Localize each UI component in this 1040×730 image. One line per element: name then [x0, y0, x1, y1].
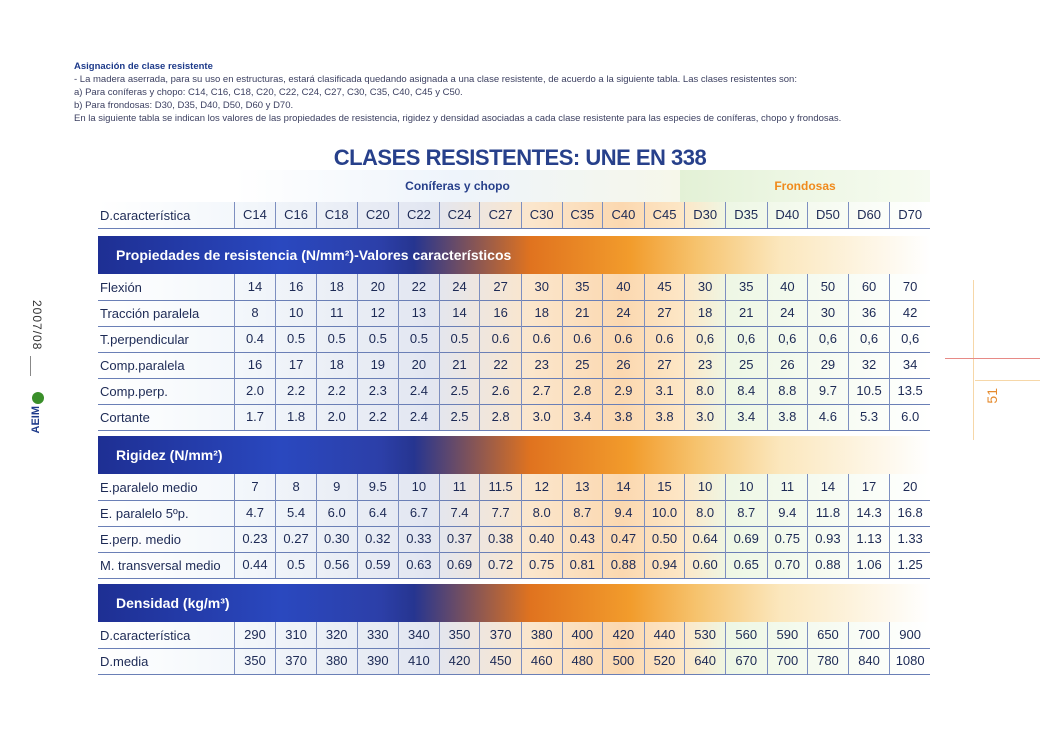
table-cell: 420	[439, 648, 480, 674]
table-cell: 10	[684, 474, 725, 500]
row-label: Flexión	[100, 279, 142, 295]
table-cell: 390	[357, 648, 399, 674]
table-cell: 40	[602, 274, 644, 300]
table-cell: 0.37	[439, 526, 480, 552]
table-cell: C35	[562, 202, 603, 228]
table-cell: 0.32	[357, 526, 399, 552]
table-cell: 21	[562, 300, 603, 326]
table-cell: 0,6	[889, 326, 930, 352]
table-cell: 0.63	[398, 552, 439, 578]
table-cell: 0.5	[316, 326, 357, 352]
table-cell: 16	[479, 300, 521, 326]
side-year: 2007/08	[30, 300, 44, 351]
table-row	[98, 526, 930, 553]
table-cell: 4.7	[234, 500, 276, 526]
table-cell: 0.5	[275, 552, 316, 578]
table-row	[98, 474, 930, 501]
table-cell: 2.2	[275, 378, 316, 404]
table-cell: 0.72	[479, 552, 521, 578]
table-cell: 520	[644, 648, 685, 674]
table-cell: 2.3	[357, 378, 399, 404]
table-cell: 0,6	[848, 326, 890, 352]
table-cell: C22	[398, 202, 439, 228]
table-cell: 9	[316, 474, 357, 500]
table-cell: 370	[479, 622, 521, 648]
table-cell: 18	[684, 300, 725, 326]
table-cell: 1.06	[848, 552, 890, 578]
row-label: Comp.paralela	[100, 357, 185, 373]
table-cell: 35	[562, 274, 603, 300]
table-cell: 36	[848, 300, 890, 326]
row-label: D.característica	[100, 627, 191, 643]
table-row	[98, 378, 930, 405]
table-cell: 21	[439, 352, 480, 378]
table-cell: 25	[725, 352, 767, 378]
table-cell: 700	[767, 648, 808, 674]
table-cell: 420	[602, 622, 644, 648]
table-cell: C45	[644, 202, 685, 228]
page-title: CLASES RESISTENTES: UNE EN 338	[333, 145, 707, 170]
table-row	[98, 326, 930, 353]
table-cell: 40	[767, 274, 808, 300]
table-cell: 2.6	[479, 378, 521, 404]
table-cell: 0.33	[398, 526, 439, 552]
table-cell: 6.0	[316, 500, 357, 526]
table-cell: 17	[848, 474, 890, 500]
table-cell: 0.44	[234, 552, 276, 578]
table-cell: 530	[684, 622, 725, 648]
table-cell: 7.7	[479, 500, 521, 526]
table-cell: 2.0	[316, 404, 357, 430]
table-cell: 42	[889, 300, 930, 326]
table-cell: 0.88	[602, 552, 644, 578]
table-cell: D70	[889, 202, 930, 228]
table-cell: 13	[562, 474, 603, 500]
table-row	[98, 622, 930, 649]
table-cell: 0.75	[521, 552, 562, 578]
table-cell: 22	[398, 274, 439, 300]
table-cell: 0.81	[562, 552, 603, 578]
table-cell: 0.6	[644, 326, 685, 352]
table-cell: 400	[562, 622, 603, 648]
table-cell: 8.4	[725, 378, 767, 404]
table-cell: 0.40	[521, 526, 562, 552]
table-cell: D60	[848, 202, 890, 228]
table-cell: 24	[767, 300, 808, 326]
table-cell: 6.7	[398, 500, 439, 526]
table-cell: 0.65	[725, 552, 767, 578]
table-cell: 410	[398, 648, 439, 674]
table-cell: D35	[725, 202, 767, 228]
table-row	[98, 500, 930, 527]
group-header-coniferas: Coníferas y chopo	[235, 170, 680, 202]
table-cell: 7	[234, 474, 276, 500]
table-cell: 5.3	[848, 404, 890, 430]
table-cell: 5.4	[275, 500, 316, 526]
table-cell: 26	[602, 352, 644, 378]
intro-line: - La madera aserrada, para su uso en estructuras, estará clasificada quedando asignada a una clase resistente, de acuerdo a la siguiente tabla. Las clases resistentes son:	[74, 74, 797, 85]
table-cell: 19	[357, 352, 399, 378]
table-cell: 16	[234, 352, 276, 378]
table-cell: 70	[889, 274, 930, 300]
table-cell: 0.6	[602, 326, 644, 352]
table-cell: 290	[234, 622, 276, 648]
table-cell: 11	[439, 474, 480, 500]
table-cell: 16	[275, 274, 316, 300]
table-cell: 30	[521, 274, 562, 300]
table-cell: C24	[439, 202, 480, 228]
table-cell: 0.43	[562, 526, 603, 552]
margin-rule	[975, 380, 1040, 381]
table-cell: 0.5	[439, 326, 480, 352]
table-cell: 27	[644, 300, 685, 326]
table-cell: 3.4	[562, 404, 603, 430]
table-cell: C30	[521, 202, 562, 228]
table-row	[98, 648, 930, 675]
row-label: Cortante	[100, 409, 150, 425]
table-cell: D30	[684, 202, 725, 228]
table-cell: 2.9	[602, 378, 644, 404]
table-cell: 0.6	[521, 326, 562, 352]
table-cell: 24	[602, 300, 644, 326]
table-cell: 700	[848, 622, 890, 648]
table-cell: 21	[725, 300, 767, 326]
table-cell: 20	[889, 474, 930, 500]
table-cell: 0.50	[644, 526, 685, 552]
table-cell: 9.4	[767, 500, 808, 526]
table-cell: 0.38	[479, 526, 521, 552]
table-cell: 0,6	[725, 326, 767, 352]
table-cell: 45	[644, 274, 685, 300]
table-cell: 34	[889, 352, 930, 378]
row-label: D.media	[100, 653, 149, 669]
table-cell: 0.75	[767, 526, 808, 552]
table-cell: 23	[684, 352, 725, 378]
table-cell: D50	[807, 202, 848, 228]
table-cell: 11	[316, 300, 357, 326]
table-cell: 560	[725, 622, 767, 648]
table-cell: 8	[234, 300, 276, 326]
table-cell: 23	[521, 352, 562, 378]
table-cell: 6.0	[889, 404, 930, 430]
table-cell: 2.5	[439, 404, 480, 430]
table-cell: 0.5	[398, 326, 439, 352]
table-cell: 12	[521, 474, 562, 500]
table-cell: 14	[602, 474, 644, 500]
table-cell: 14	[234, 274, 276, 300]
table-cell: C16	[275, 202, 316, 228]
table-cell: 380	[521, 622, 562, 648]
table-cell: 3.4	[725, 404, 767, 430]
table-cell: 7.4	[439, 500, 480, 526]
table-cell: 0.6	[479, 326, 521, 352]
table-cell: 35	[725, 274, 767, 300]
table-cell: 350	[439, 622, 480, 648]
table-cell: 0,6	[807, 326, 848, 352]
table-cell: 8.0	[684, 500, 725, 526]
table-cell: 10	[725, 474, 767, 500]
logo-text: AEIM	[30, 406, 42, 434]
table-cell: 480	[562, 648, 603, 674]
row-label: T.perpendicular	[100, 331, 189, 347]
table-cell: 0,6	[684, 326, 725, 352]
section-band: Rigidez (N/mm²)	[98, 436, 930, 474]
table-cell: 32	[848, 352, 890, 378]
table-cell: 25	[562, 352, 603, 378]
table-cell: 0.47	[602, 526, 644, 552]
table-cell: 780	[807, 648, 848, 674]
table-cell: 9.7	[807, 378, 848, 404]
table-cell: 2.0	[234, 378, 276, 404]
table-row	[98, 552, 930, 579]
table-cell: 2.2	[316, 378, 357, 404]
table-cell: 330	[357, 622, 399, 648]
table-cell: 0.30	[316, 526, 357, 552]
table-cell: 320	[316, 622, 357, 648]
table-cell: 380	[316, 648, 357, 674]
table-cell: 310	[275, 622, 316, 648]
table-cell: 440	[644, 622, 685, 648]
table-cell: 590	[767, 622, 808, 648]
table-cell: 450	[479, 648, 521, 674]
table-cell: 20	[357, 274, 399, 300]
table-cell: 24	[439, 274, 480, 300]
table-cell: 350	[234, 648, 276, 674]
page-number: 51	[984, 388, 1000, 404]
table-cell: 3.1	[644, 378, 685, 404]
table-cell: 14.3	[848, 500, 890, 526]
table-cell: 340	[398, 622, 439, 648]
table-cell: 2.7	[521, 378, 562, 404]
table-cell: 0.23	[234, 526, 276, 552]
table-cell: 0.88	[807, 552, 848, 578]
logo-dot-icon	[32, 392, 44, 404]
table-cell: 8.7	[562, 500, 603, 526]
table-cell: C40	[602, 202, 644, 228]
table-cell: 16.8	[889, 500, 930, 526]
section-band: Propiedades de resistencia (N/mm²)-Valores característicos	[98, 236, 930, 274]
table-cell: 15	[644, 474, 685, 500]
table-cell: 8	[275, 474, 316, 500]
row-label: E.perp. medio	[100, 531, 181, 547]
table-cell: 27	[479, 274, 521, 300]
table-cell: 10	[275, 300, 316, 326]
row-label: M. transversal medio	[100, 557, 221, 573]
table-cell: 500	[602, 648, 644, 674]
table-cell: 2.4	[398, 404, 439, 430]
table-cell: 0,6	[767, 326, 808, 352]
table-cell: C18	[316, 202, 357, 228]
class-row	[98, 202, 930, 229]
section-band: Densidad (kg/m³)	[98, 584, 930, 622]
intro-line: b) Para frondosas: D30, D35, D40, D50, D60 y D70.	[74, 100, 294, 111]
intro-heading: Asignación de clase resistente	[74, 61, 213, 72]
table-cell: 1.7	[234, 404, 276, 430]
table-cell: 8.0	[684, 378, 725, 404]
table-cell: 4.6	[807, 404, 848, 430]
table-cell: 26	[767, 352, 808, 378]
table-cell: 18	[521, 300, 562, 326]
intro-block	[74, 60, 984, 125]
table-cell: 0.64	[684, 526, 725, 552]
table-cell: 30	[807, 300, 848, 326]
table-cell: 8.7	[725, 500, 767, 526]
table-cell: 22	[479, 352, 521, 378]
table-cell: 2.2	[357, 404, 399, 430]
table-cell: 0.59	[357, 552, 399, 578]
table-cell: 10.0	[644, 500, 685, 526]
table-cell: 0.4	[234, 326, 276, 352]
table-cell: 20	[398, 352, 439, 378]
table-cell: 13	[398, 300, 439, 326]
table-cell: 1.13	[848, 526, 890, 552]
row-label: E.paralelo medio	[100, 479, 198, 495]
table-cell: 8.8	[767, 378, 808, 404]
table-row	[98, 404, 930, 431]
table-cell: 30	[684, 274, 725, 300]
table-cell: 3.0	[684, 404, 725, 430]
table-row	[98, 274, 930, 301]
table-cell: 6.4	[357, 500, 399, 526]
aeim-logo	[24, 392, 54, 436]
table-cell: 18	[316, 352, 357, 378]
table-cell: C20	[357, 202, 399, 228]
row-label: E. paralelo 5ºp.	[100, 505, 189, 521]
table-cell: 11.5	[479, 474, 521, 500]
table-cell: 0.5	[275, 326, 316, 352]
table-cell: 3.8	[767, 404, 808, 430]
table-cell: D40	[767, 202, 808, 228]
table-cell: 3.8	[602, 404, 644, 430]
table-cell: 840	[848, 648, 890, 674]
table-cell: 0.5	[357, 326, 399, 352]
table-cell: 60	[848, 274, 890, 300]
table-cell: 900	[889, 622, 930, 648]
table-cell: 0.93	[807, 526, 848, 552]
group-header-frondosas: Frondosas	[680, 170, 930, 202]
table-cell: 2.4	[398, 378, 439, 404]
table-cell: 50	[807, 274, 848, 300]
table-cell: 3.0	[521, 404, 562, 430]
table-cell: 11.8	[807, 500, 848, 526]
intro-line: a) Para coníferas y chopo: C14, C16, C18, C20, C22, C24, C27, C30, C35, C40, C45 y C50.	[74, 87, 463, 98]
table-cell: 29	[807, 352, 848, 378]
table-cell: 0.27	[275, 526, 316, 552]
table-cell: 13.5	[889, 378, 930, 404]
table-cell: 460	[521, 648, 562, 674]
margin-rule	[945, 358, 1040, 359]
table-cell: 10	[398, 474, 439, 500]
side-divider	[30, 356, 31, 376]
table-cell: 14	[439, 300, 480, 326]
row-label: Comp.perp.	[100, 383, 168, 399]
table-cell: 8.0	[521, 500, 562, 526]
table-cell: 1080	[889, 648, 930, 674]
table-cell: 640	[684, 648, 725, 674]
table-cell: 650	[807, 622, 848, 648]
table-cell: 670	[725, 648, 767, 674]
table-cell: C27	[479, 202, 521, 228]
table-cell: 27	[644, 352, 685, 378]
table-cell: 370	[275, 648, 316, 674]
intro-line: En la siguiente tabla se indican los valores de las propiedades de resistencia, rigidez y densidad asociadas a cada clase resistente para las especies de coníferas, chopo y frondosas.	[74, 113, 842, 124]
row-label: D.característica	[100, 207, 191, 223]
table-cell: 2.8	[562, 378, 603, 404]
table-cell: 9.4	[602, 500, 644, 526]
table-cell: 0.94	[644, 552, 685, 578]
table-cell: 9.5	[357, 474, 399, 500]
table-cell: 0.60	[684, 552, 725, 578]
table-cell: 0.6	[562, 326, 603, 352]
table-cell: 10.5	[848, 378, 890, 404]
table-cell: 3.8	[644, 404, 685, 430]
table-cell: 18	[316, 274, 357, 300]
table-cell: 0.69	[725, 526, 767, 552]
table-cell: 1.25	[889, 552, 930, 578]
table-cell: 17	[275, 352, 316, 378]
table-cell: 1.8	[275, 404, 316, 430]
table-cell: C14	[234, 202, 276, 228]
table-cell: 1.33	[889, 526, 930, 552]
row-label: Tracción paralela	[100, 305, 200, 321]
table-cell: 2.5	[439, 378, 480, 404]
table-cell: 0.69	[439, 552, 480, 578]
table-row	[98, 300, 930, 327]
table-cell: 11	[767, 474, 808, 500]
table-cell: 0.70	[767, 552, 808, 578]
table-cell: 0.56	[316, 552, 357, 578]
table-row	[98, 352, 930, 379]
table-cell: 14	[807, 474, 848, 500]
table-cell: 12	[357, 300, 399, 326]
table-cell: 2.8	[479, 404, 521, 430]
margin-rule	[973, 280, 974, 440]
